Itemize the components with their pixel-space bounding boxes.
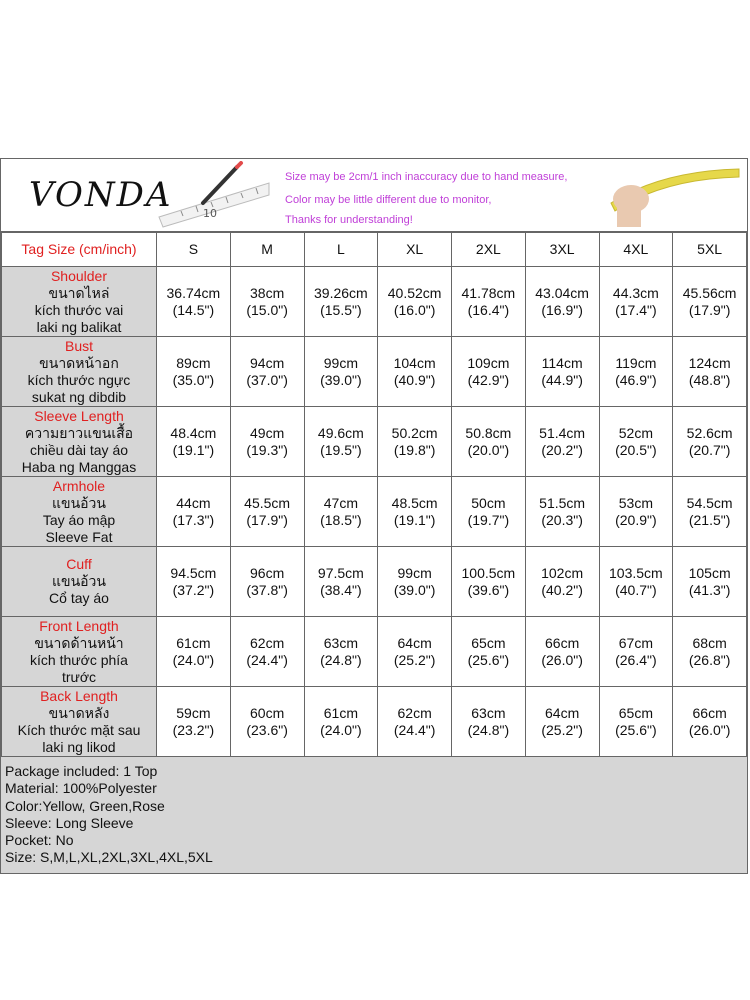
value-cm: 99cm [397, 564, 432, 581]
measurement-cell [378, 407, 452, 477]
measurement-cell [525, 617, 599, 687]
value-cm: 66cm [545, 634, 580, 651]
measurement-cell [525, 337, 599, 407]
measurement-cell [230, 617, 304, 687]
value-inch: (20.5") [615, 441, 657, 458]
value-cm: 100.5cm [461, 564, 516, 581]
value-inch: (25.6") [467, 651, 510, 668]
value-cm: 50.2cm [391, 424, 438, 441]
value-inch: (25.2") [541, 721, 583, 738]
value-inch: (26.8") [688, 651, 731, 668]
value-cm: 61cm [323, 704, 358, 721]
measurement-cell [157, 267, 231, 337]
value-inch: (19.3") [246, 441, 288, 458]
value-inch: (24.0") [172, 651, 215, 668]
value-cm: 66cm [692, 704, 727, 721]
measurement-translation: ขนาดหน้าอก [39, 354, 119, 371]
value-inch: (20.0") [467, 441, 510, 458]
measurement-cell [599, 477, 673, 547]
measurement-label [2, 617, 157, 687]
brand-logo: VONDA [29, 175, 173, 215]
value-inch: (42.9") [467, 371, 510, 388]
measurement-cell [673, 687, 747, 757]
measurement-cell [230, 687, 304, 757]
value-inch: (48.8") [688, 371, 731, 388]
value-cm: 36.74cm [166, 284, 221, 301]
measurement-cell [525, 687, 599, 757]
measurement-title: Cuff [66, 556, 92, 572]
value-cm: 102cm [541, 564, 584, 581]
measurement-cell [525, 547, 599, 617]
value-cm: 59cm [176, 704, 211, 721]
measurement-translation: Cổ tay áo [49, 590, 109, 606]
value-inch: (16.9") [541, 301, 583, 318]
pencil-ruler-illustration [151, 161, 271, 229]
measurement-title: Front Length [39, 617, 119, 634]
measurement-cell [378, 477, 452, 547]
measurement-label [2, 337, 157, 407]
value-inch: (17.3") [172, 511, 215, 528]
value-inch: (41.3") [688, 581, 731, 598]
measurement-cell [452, 687, 526, 757]
package-included: Package included: 1 Top [5, 763, 158, 779]
value-inch: (19.5") [320, 441, 362, 458]
measurement-cell [452, 267, 526, 337]
value-inch: (19.7") [467, 511, 510, 528]
value-inch: (39.0") [393, 581, 436, 598]
measurement-cell [452, 337, 526, 407]
value-inch: (24.4") [246, 651, 288, 668]
value-cm: 52.6cm [686, 424, 733, 441]
note-thanks: Thanks for understanding! [285, 214, 413, 226]
measurement-translation: laki ng balikat [36, 318, 122, 335]
measurement-translation: trước [61, 668, 97, 685]
measurement-cell [452, 617, 526, 687]
value-inch: (20.7") [688, 441, 731, 458]
value-inch: (37.8") [246, 581, 288, 598]
ruler-number: 10 [203, 207, 217, 220]
value-inch: (18.5") [320, 511, 362, 528]
value-cm: 52cm [618, 424, 653, 441]
measurement-translation: แขนอ้วน [51, 494, 106, 511]
measurement-cell [599, 687, 673, 757]
value-inch: (19.8") [393, 441, 436, 458]
value-cm: 68cm [692, 634, 727, 651]
value-inch: (37.0") [246, 371, 288, 388]
measurement-cell [304, 617, 378, 687]
measurement-cell [157, 337, 231, 407]
measurement-title: Sleeve Length [34, 407, 124, 424]
value-cm: 94.5cm [170, 564, 217, 581]
value-inch: (15.5") [320, 301, 362, 318]
value-cm: 43.04cm [535, 284, 589, 301]
measurement-title: Back Length [40, 687, 118, 704]
package-sizes: Size: S,M,L,XL,2XL,3XL,4XL,5XL [5, 849, 213, 866]
measurement-row [2, 687, 747, 757]
value-cm: 41.78cm [461, 284, 516, 301]
measurement-cell [157, 477, 231, 547]
measurement-cell [157, 547, 231, 617]
size-4xl-header: 4XL [599, 233, 673, 267]
value-cm: 89cm [176, 354, 211, 371]
package-pocket: Pocket: No [5, 832, 74, 849]
value-inch: (20.9") [615, 511, 657, 528]
measurement-cell [378, 337, 452, 407]
measurement-translation: Haba ng Manggas [21, 458, 137, 475]
value-inch: (26.4") [615, 651, 657, 668]
value-cm: 62cm [397, 704, 432, 721]
note-color-monitor: Color may be little different due to monitor, [285, 194, 492, 206]
value-inch: (24.8") [320, 651, 362, 668]
measurement-translation: ขนาดด้านหน้า [34, 634, 124, 651]
value-cm: 44.3cm [612, 284, 659, 301]
value-cm: 62cm [250, 634, 285, 651]
value-cm: 65cm [471, 634, 506, 651]
measurement-cell [304, 267, 378, 337]
measurement-row [2, 267, 747, 337]
measurement-cell [599, 407, 673, 477]
measurement-cell [452, 477, 526, 547]
measurement-title: Shoulder [50, 267, 108, 284]
size-xl-header: XL [378, 233, 452, 267]
measurement-label [2, 547, 157, 617]
measurement-label [2, 407, 157, 477]
measurement-cell [230, 407, 304, 477]
measurement-cell [673, 267, 747, 337]
value-cm: 97.5cm [317, 564, 364, 581]
value-cm: 49.6cm [317, 424, 364, 441]
measurement-cell [673, 617, 747, 687]
measurement-translation: kích thước ngực [27, 371, 131, 388]
size-chart-header [1, 159, 747, 232]
value-inch: (24.4") [393, 721, 436, 738]
value-cm: 63cm [471, 704, 506, 721]
value-cm: 99cm [323, 354, 358, 371]
measurement-row [2, 337, 747, 407]
value-inch: (40.2") [541, 581, 583, 598]
value-cm: 51.5cm [539, 494, 586, 511]
value-inch: (24.0") [320, 721, 362, 738]
measurement-cell [599, 267, 673, 337]
value-cm: 54.5cm [686, 494, 733, 511]
note-hand-measure: Size may be 2cm/1 inch inaccuracy due to hand measure, [285, 171, 568, 183]
measurement-translation: Sleeve Fat [45, 528, 113, 545]
value-cm: 65cm [618, 704, 653, 721]
value-cm: 60cm [250, 704, 285, 721]
measurement-title: Bust [64, 337, 93, 354]
value-inch: (35.0") [172, 371, 215, 388]
package-color: Color:Yellow, Green,Rose [5, 797, 165, 814]
value-inch: (25.2") [393, 651, 436, 668]
size-chart [0, 158, 748, 874]
package-material: Material: 100%Polyester [5, 780, 157, 797]
size-header-row [2, 233, 747, 267]
measurement-label [2, 267, 157, 337]
value-inch: (40.7") [615, 581, 657, 598]
measurement-cell [304, 477, 378, 547]
value-inch: (20.2") [541, 441, 583, 458]
value-cm: 48.4cm [170, 424, 217, 441]
value-inch: (21.5") [688, 511, 731, 528]
value-cm: 105cm [688, 564, 731, 581]
value-inch: (17.9") [688, 301, 731, 318]
value-cm: 67cm [618, 634, 653, 651]
measurement-cell [378, 687, 452, 757]
package-info [1, 757, 747, 873]
value-inch: (14.5") [172, 301, 215, 318]
value-cm: 53cm [618, 494, 653, 511]
value-inch: (24.8") [467, 721, 510, 738]
measurement-cell [599, 617, 673, 687]
measurement-translation: Tay áo mập [42, 511, 116, 528]
value-inch: (44.9") [541, 371, 583, 388]
value-cm: 61cm [176, 634, 211, 651]
measurement-cell [673, 407, 747, 477]
measurement-translation: ความยาวแขนเสื้อ [24, 424, 134, 441]
measurement-cell [452, 407, 526, 477]
size-l-header: L [304, 233, 378, 267]
value-inch: (19.1") [393, 511, 436, 528]
value-inch: (16.0") [393, 301, 436, 318]
size-table [1, 232, 747, 757]
measurement-title: Armhole [52, 477, 106, 494]
measurement-row [2, 547, 747, 617]
value-cm: 114cm [541, 354, 583, 371]
value-inch: (25.6") [615, 721, 657, 738]
measurement-translation: sukat ng dibdib [31, 388, 127, 405]
measurement-translation: kích thước vai [34, 301, 124, 318]
measurement-translation: laki ng likod [42, 738, 116, 755]
value-inch: (39.6") [467, 581, 510, 598]
value-inch: (23.2") [172, 721, 215, 738]
size-5xl-header: 5XL [673, 233, 747, 267]
value-inch: (26.0") [688, 721, 731, 738]
value-cm: 50.8cm [465, 424, 512, 441]
value-cm: 96cm [250, 564, 285, 581]
value-cm: 45.5cm [244, 494, 291, 511]
measurement-cell [673, 337, 747, 407]
measurement-cell [230, 267, 304, 337]
size-3xl-header: 3XL [525, 233, 599, 267]
measurement-cell [157, 687, 231, 757]
value-cm: 50cm [471, 494, 506, 511]
value-inch: (40.9") [393, 371, 436, 388]
measurement-cell [599, 547, 673, 617]
value-cm: 51.4cm [539, 424, 586, 441]
pencil-eraser [237, 163, 241, 167]
package-sleeve: Sleeve: Long Sleeve [5, 814, 134, 831]
value-cm: 109cm [467, 354, 510, 371]
measurement-translation: แขนอ้วน [51, 573, 106, 589]
value-cm: 39.26cm [314, 284, 368, 301]
measurement-cell [304, 547, 378, 617]
measurement-row [2, 617, 747, 687]
measurement-cell [525, 477, 599, 547]
size-2xl-header: 2XL [452, 233, 526, 267]
measurement-translation: ขนาดไหล่ [48, 284, 110, 301]
measurement-translation: ขนาดหลัง [48, 704, 110, 721]
value-inch: (17.4") [615, 301, 657, 318]
value-cm: 64cm [397, 634, 432, 651]
measurement-cell [378, 547, 452, 617]
measurement-cell [599, 337, 673, 407]
measurement-cell [378, 617, 452, 687]
value-cm: 44cm [176, 494, 211, 511]
measurement-label [2, 687, 157, 757]
measurement-cell [157, 407, 231, 477]
value-cm: 47cm [323, 494, 358, 511]
measurement-translation: kích thước phía [30, 651, 128, 668]
measurement-row [2, 477, 747, 547]
value-inch: (19.1") [172, 441, 215, 458]
measurement-cell [304, 687, 378, 757]
value-cm: 38cm [250, 284, 285, 301]
size-m-header: M [230, 233, 304, 267]
value-inch: (37.2") [172, 581, 215, 598]
value-cm: 94cm [250, 354, 285, 371]
value-cm: 104cm [393, 354, 436, 371]
value-cm: 48.5cm [391, 494, 438, 511]
value-cm: 124cm [688, 354, 731, 371]
value-inch: (15.0") [246, 301, 288, 318]
wrist-shape [617, 207, 641, 227]
value-cm: 103.5cm [609, 564, 663, 581]
value-cm: 64cm [545, 704, 580, 721]
value-inch: (39.0") [320, 371, 362, 388]
size-s-header: S [157, 233, 231, 267]
value-inch: (16.4") [467, 301, 510, 318]
measurement-cell [304, 337, 378, 407]
measurement-cell [304, 407, 378, 477]
hand-measuring-tape-illustration [601, 163, 741, 227]
value-inch: (46.9") [615, 371, 657, 388]
measurement-cell [525, 407, 599, 477]
measurement-cell [230, 337, 304, 407]
value-inch: (17.9") [246, 511, 288, 528]
value-inch: (38.4") [320, 581, 362, 598]
tag-size-label: Tag Size (cm/inch) [2, 233, 157, 267]
measurement-cell [673, 547, 747, 617]
measurement-cell [673, 477, 747, 547]
value-cm: 45.56cm [682, 284, 737, 301]
measurement-translation: Kích thước mặt sau [17, 721, 141, 738]
value-inch: (23.6") [246, 721, 288, 738]
measurement-cell [452, 547, 526, 617]
measurement-row [2, 407, 747, 477]
measurement-cell [230, 547, 304, 617]
value-inch: (26.0") [541, 651, 583, 668]
measurement-translation: chiều dài tay áo [29, 441, 129, 458]
value-inch: (20.3") [541, 511, 583, 528]
measurement-cell [378, 267, 452, 337]
measurement-label [2, 477, 157, 547]
value-cm: 49cm [250, 424, 285, 441]
measurement-cell [525, 267, 599, 337]
measurement-cell [230, 477, 304, 547]
measurement-cell [157, 617, 231, 687]
value-cm: 63cm [323, 634, 358, 651]
value-cm: 40.52cm [387, 284, 442, 301]
value-cm: 119cm [615, 354, 657, 371]
